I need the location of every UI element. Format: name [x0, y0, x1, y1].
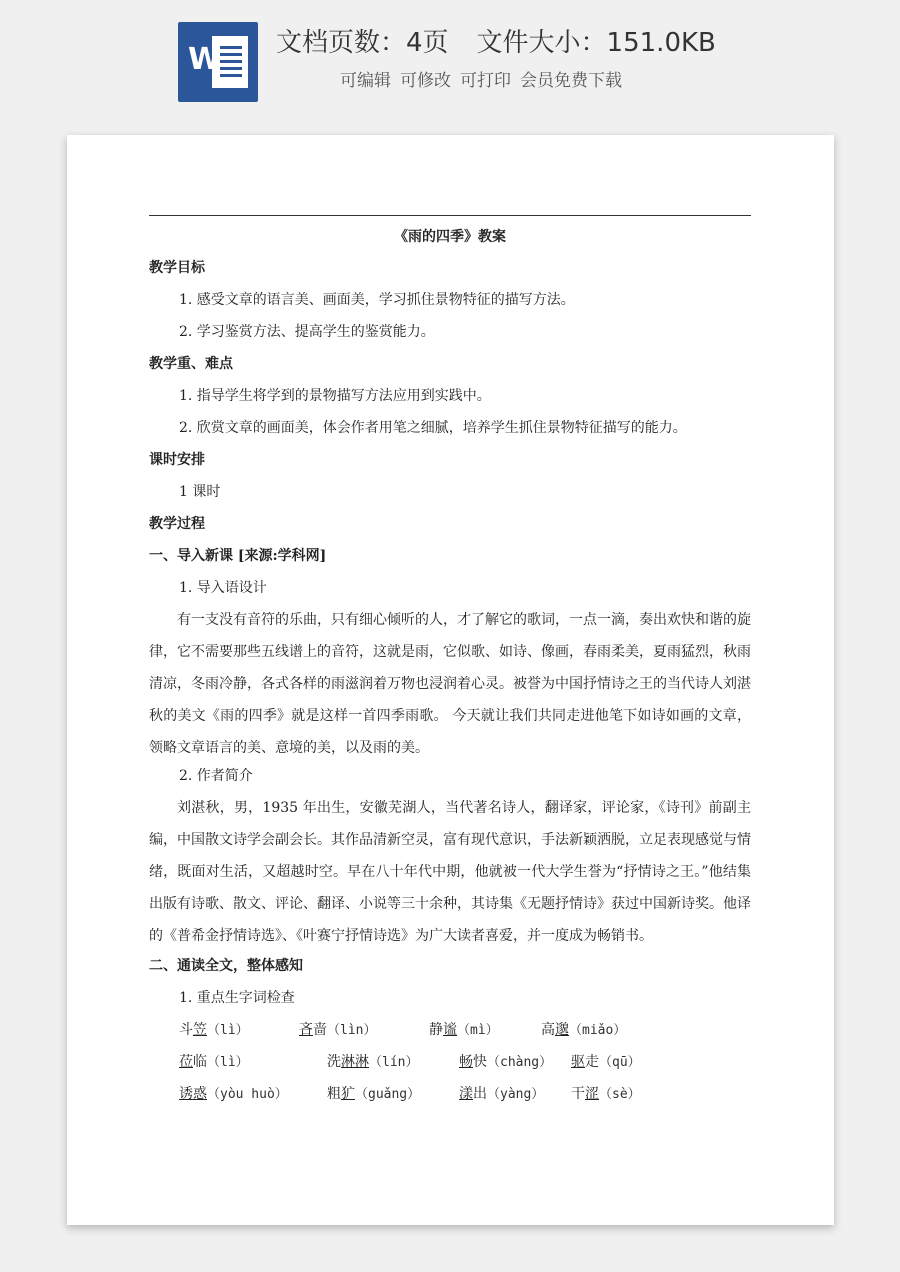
document-page: [67, 135, 834, 1225]
feature-modifiable: 可修改: [400, 71, 451, 91]
feature-editable: 可编辑: [340, 71, 391, 91]
heading-process: 教学过程: [149, 516, 205, 532]
heading-key-points: 教学重、难点: [149, 356, 233, 372]
feature-list: [340, 66, 631, 91]
vocabulary-list: [149, 1020, 751, 1116]
heading-teaching-goals: 教学目标: [149, 260, 205, 276]
vocab-item: 莅临（lì）: [179, 1054, 249, 1070]
vocab-item: 高邈（miǎo）: [541, 1022, 627, 1038]
feature-printable: 可打印: [460, 71, 511, 91]
vocab-item: 粗犷（guǎng）: [327, 1086, 421, 1102]
vocabulary-row: [149, 1020, 751, 1052]
key-point-2: 2. 欣赏文章的画面美，体会作者用笔之细腻，培养学生抓住景物特征描写的能力。: [179, 420, 687, 436]
vocab-item: 静谧（mì）: [429, 1022, 499, 1038]
page-count: 文档页数：4页: [276, 28, 449, 58]
vocab-item: 干涩（sè）: [571, 1086, 641, 1102]
vocab-item: 漾出（yàng）: [459, 1086, 545, 1102]
intro-paragraph: 有一支没有音符的乐曲，只有细心倾听的人，才了解它的歌词，一点一滴，奏出欢快和谐的旋律，它不需要那些五线谱上的音符，这就是雨，它似歌、如诗、像画，春雨柔美，夏雨猛烈，秋雨清凉，冬雨冷静，各式各样的雨滋润着万物也浸润着心灵。被誉为中国抒情诗之王的当代诗人刘湛秋的美文《雨的四季》就是这样一首四季雨歌。 今天就让我们共同走进他笔下如诗如画的文章，领略文章语言的美、意境的美，以及雨的美。: [149, 612, 751, 756]
word-document-icon: W: [178, 22, 258, 102]
step-1-sub-2: 2. 作者简介: [179, 768, 253, 784]
step-1-sub-1: 1. 导入语设计: [179, 580, 267, 596]
heading-step-2: 二、通读全文，整体感知: [149, 958, 303, 974]
vocab-item: 洗淋淋（lín）: [327, 1054, 419, 1070]
vocabulary-row: [149, 1084, 751, 1116]
vocabulary-row: [149, 1052, 751, 1084]
document-content: [149, 215, 751, 1116]
heading-step-1: 一、导入新课 [来源:学科网]: [149, 548, 327, 564]
vocab-item: 斗笠（lì）: [179, 1022, 249, 1038]
schedule-value: 1 课时: [179, 484, 221, 500]
vocab-item: 驱走（qū）: [571, 1054, 641, 1070]
key-point-1: 1. 指导学生将学到的景物描写方法应用到实践中。: [179, 388, 491, 404]
heading-schedule: 课时安排: [149, 452, 205, 468]
author-paragraph: 刘湛秋，男，1935 年出生，安徽芜湖人，当代著名诗人，翻译家，评论家，《诗刊》前副主编，中国散文诗学会副会长。其作品清新空灵，富有现代意识，手法新颖洒脱，立足表现感觉与情绪，既面对生活，又超越时空。早在八十年代中期，他就被一代大学生誉为“抒情诗之王。”他结集出版有诗歌、散文、评论、翻译、小说等三十余种，其诗集《无题抒情诗》获过中国新诗奖。他译的《普希金抒情诗选》、《叶赛宁抒情诗选》为广大读者喜爱，并一度成为畅销书。: [149, 800, 751, 944]
vocab-item: 畅快（chàng）: [459, 1054, 553, 1070]
file-info: [276, 22, 744, 59]
vocab-item: 诱惑（yòu huò）: [179, 1086, 288, 1102]
goal-item-1: 1. 感受文章的语言美、画面美，学习抓住景物特征的描写方法。: [179, 292, 575, 308]
download-banner: [0, 0, 900, 130]
goal-item-2: 2. 学习鉴赏方法、提高学生的鉴赏能力。: [179, 324, 435, 340]
file-size: 文件大小：151.0KB: [476, 28, 716, 58]
header-rule: [149, 215, 751, 216]
feature-member-download: 会员免费下载: [520, 71, 622, 91]
step-2-sub-1: 1. 重点生字词检查: [179, 990, 295, 1006]
vocab-item: 吝啬（lìn）: [299, 1022, 377, 1038]
document-title: 《雨的四季》教案: [394, 229, 506, 245]
